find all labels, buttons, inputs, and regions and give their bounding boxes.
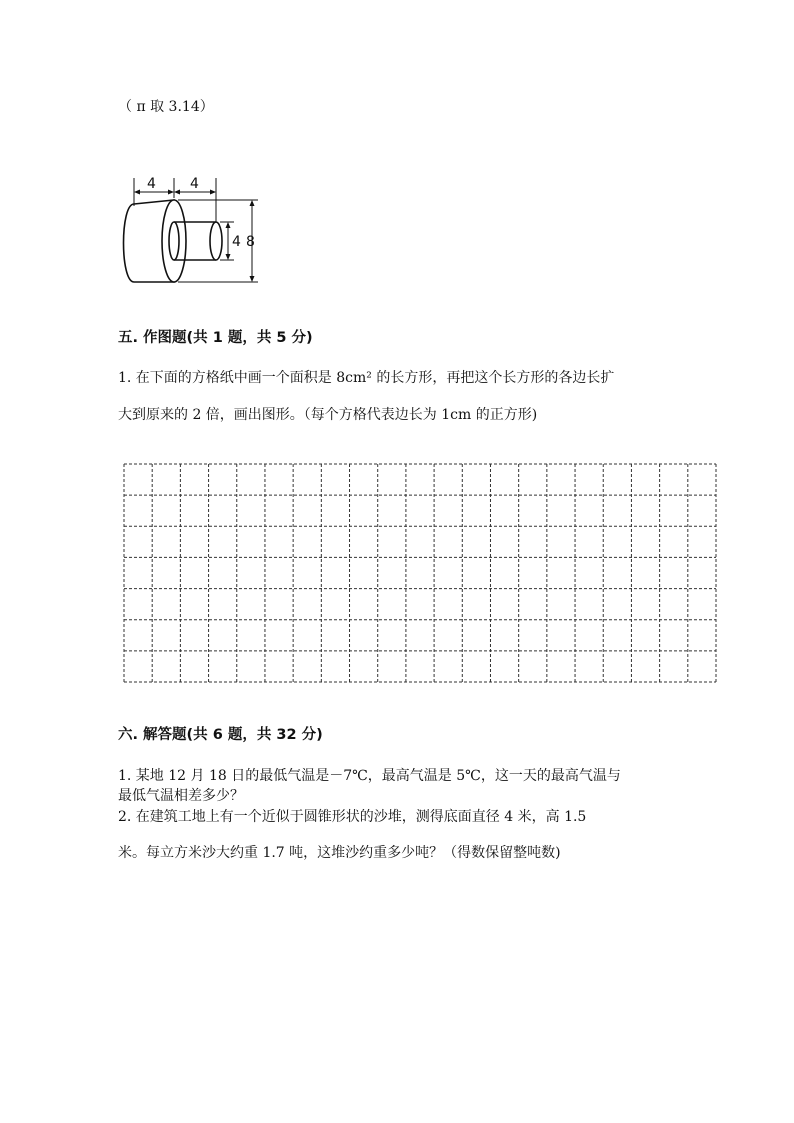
section-6-heading: 六. 解答题(共 6 题，共 32 分) bbox=[118, 727, 323, 743]
section-5-heading: 五. 作图题(共 1 题，共 5 分) bbox=[118, 330, 313, 346]
pi-note: （ π 取 3.14） bbox=[118, 99, 214, 115]
dimension-label-right: 4 bbox=[190, 176, 199, 192]
section-6-question-2-line-1: 2. 在建筑工地上有一个近似于圆锥形状的沙堆，测得底面直径 4 米，高 1.5 bbox=[118, 809, 587, 825]
section-6-question-1-line-2: 最低气温相差多少？ bbox=[118, 788, 244, 804]
section-6-question-2-line-2: 米。每立方米沙大约重 1.7 吨，这堆沙约重多少吨？（得数保留整吨数) bbox=[118, 845, 561, 861]
cylinder-figure bbox=[118, 172, 278, 288]
section-5-question-1-line-2: 大到原来的 2 倍，画出图形。（每个方格代表边长为 1cm 的正方形) bbox=[118, 407, 538, 423]
grid-paper[interactable] bbox=[122, 462, 718, 684]
dimension-label-inner: 4 bbox=[232, 234, 241, 250]
section-6-question-1-line-1: 1. 某地 12 月 18 日的最低气温是－7℃，最高气温是 5℃，这一天的最高气温与 bbox=[118, 768, 621, 784]
dimension-label-left: 4 bbox=[147, 176, 156, 192]
dimension-label-outer: 8 bbox=[246, 234, 255, 250]
section-5-question-1-line-1: 1. 在下面的方格纸中画一个面积是 8cm² 的长方形，再把这个长方形的各边长扩 bbox=[118, 370, 615, 386]
